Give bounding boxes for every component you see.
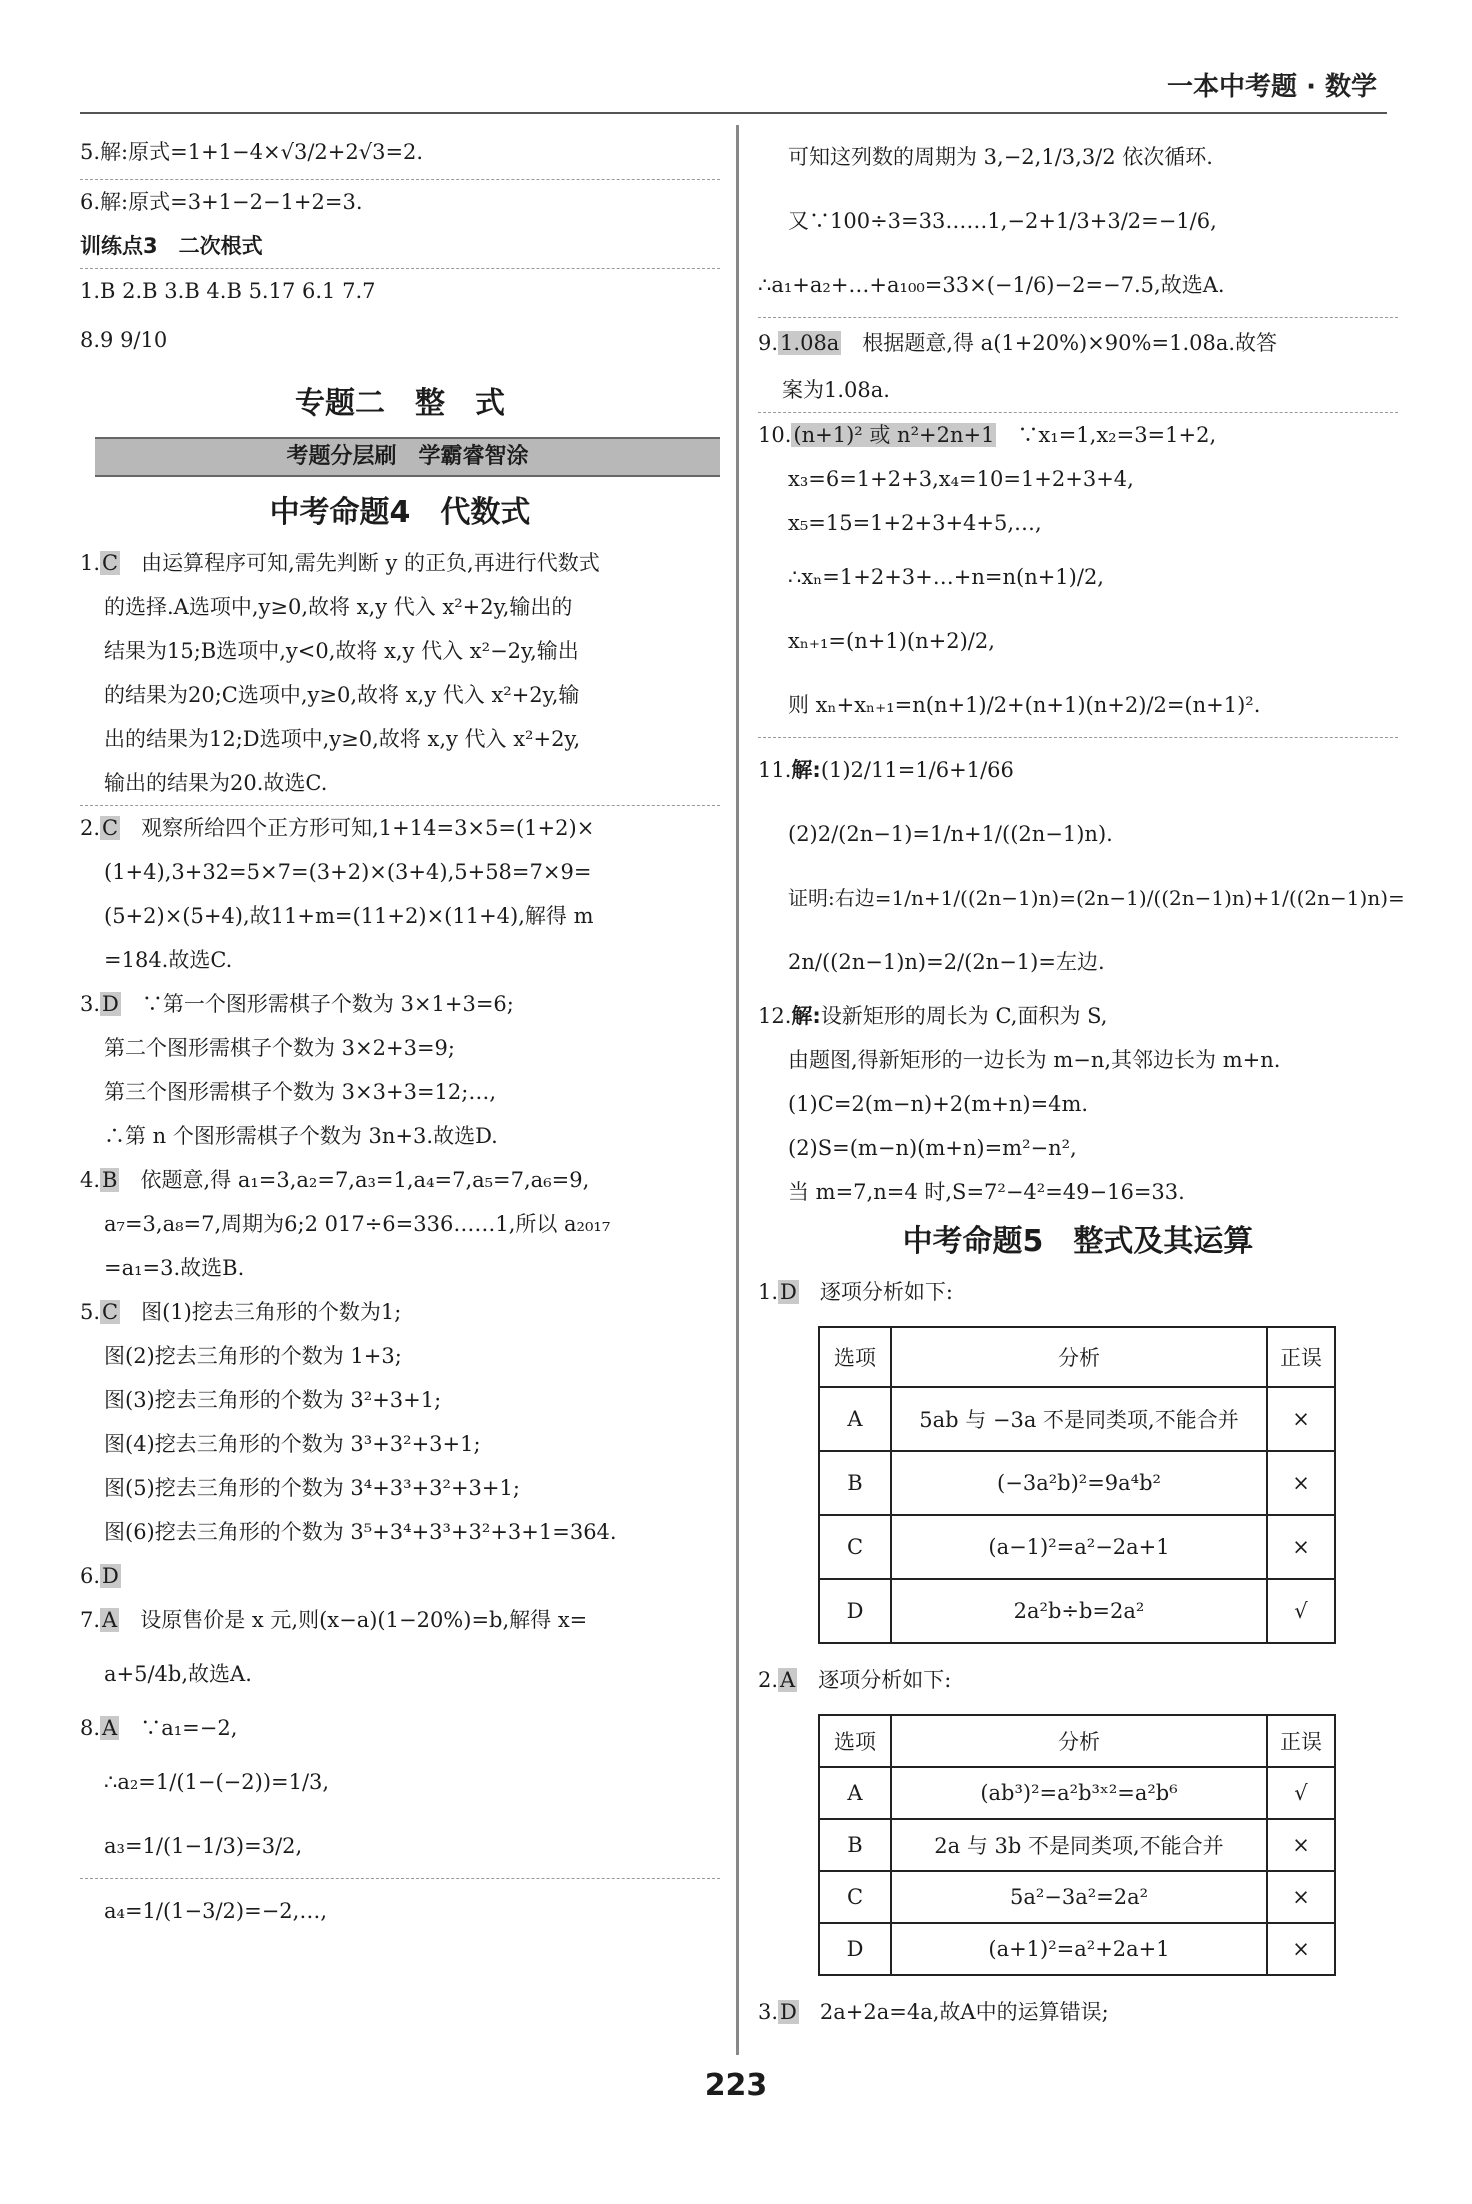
table-row [819,1387,1335,1451]
answer-choice: C [102,816,119,840]
answer-choice: D [102,992,119,1016]
answer-line: 可知这列数的周期为 3,−2,1/3,3/2 依次循环. [788,145,1213,169]
running-header: 一本中考题 · 数学 [1167,72,1377,102]
answer-line: 图(2)挖去三角形的个数为 1+3; [104,1344,402,1368]
answer-item [80,1554,720,1598]
answer-line: 图(6)挖去三角形的个数为 3⁵+3⁴+3³+3²+3+1=364. [104,1520,617,1544]
answer-choice: (n+1)² 或 n²+2n+1 [793,423,995,447]
answer-line: ∵第一个图形需棋子个数为 3×1+3=6; [141,992,514,1016]
table-cell: × [1267,1819,1335,1871]
sub-heading: 训练点3 二次根式 [80,234,263,258]
answer-line: ∵a₁=−2, [140,1716,238,1740]
analysis-table [818,1326,1336,1644]
answer-line: =a₁=3.故选B. [104,1256,245,1280]
section-title: 中考命题4 代数式 [269,495,531,530]
answer-line: 设原售价是 x 元,则(x−a)(1−20%)=b,解得 x= [140,1608,588,1632]
answer-line: ∵x₁=1,x₂=3=1+2, [1017,423,1217,447]
header-rule [80,112,1387,114]
table-cell: × [1267,1871,1335,1923]
answer-item [758,1270,1398,1314]
answer-choice: 1.08a [780,331,840,355]
table-cell: A [819,1387,891,1451]
answer-item [80,1598,720,1642]
answer-line: 当 m=7,n=4 时,S=7²−4²=49−16=33. [788,1180,1185,1204]
table-row [819,1819,1335,1871]
answer-line: 又∵100÷3=33……1,−2+1/3+3/2=−1/6, [788,209,1217,233]
answer-line: 2a+2a=4a,故A中的运算错误; [819,2000,1109,2024]
answer-line: 1.B 2.B 3.B 4.B 5.17 6.1 7.7 [80,279,376,303]
answer-line: 案为1.08a. [782,378,890,402]
item-number: 2. [80,816,101,840]
answer-line: 结果为15;B选项中,y<0,故将 x,y 代入 x²−2y,输出 [104,639,579,663]
table-cell: D [819,1923,891,1975]
answer-line: x₃=6=1+2+3,x₄=10=1+2+3+4, [788,467,1134,491]
table-cell: 2a 与 3b 不是同类项,不能合并 [891,1819,1267,1871]
answer-line: xₙ₊₁=(n+1)(n+2)/2, [788,629,995,653]
answer-line: 根据题意,得 a(1+20%)×90%=1.08a.故答 [862,331,1278,355]
answer-line: ∴xₙ=1+2+3+…+n=n(n+1)/2, [788,565,1104,589]
table-cell: √ [1267,1767,1335,1819]
table-cell: C [819,1515,891,1579]
item-number: 7. [80,1608,101,1632]
answer-line: 图(4)挖去三角形的个数为 3³+3²+3+1; [104,1432,481,1456]
table-cell: √ [1267,1579,1335,1643]
answer-choice: B [102,1168,118,1192]
answer-choice: A [102,1608,118,1632]
answer-choice: C [102,1300,119,1324]
table-row [819,1579,1335,1643]
table-header: 选项 [819,1715,891,1767]
answer-line: 2n/((2n−1)n)=2/(2n−1)=左边. [788,950,1105,974]
table-cell: (−3a²b)²=9a⁴b² [891,1451,1267,1515]
answer-line: 5.解:原式=1+1−4×√3/2+2√3=2. [80,140,424,164]
answer-item [80,1706,720,1750]
answer-line: a₃=1/(1−1/3)=3/2, [104,1834,303,1858]
answer-line: 输出的结果为20.故选C. [104,771,328,795]
table-cell: (ab³)²=a²b³ˣ²=a²b⁶ [891,1767,1267,1819]
item-number: 3. [80,992,101,1016]
answer-item [80,1290,720,1334]
answer-choice: A [102,1716,118,1740]
table-header: 正误 [1267,1327,1335,1387]
item-number: 1. [80,551,101,575]
item-number: 10. [758,423,792,447]
item-number: 6. [80,1564,101,1588]
answer-item [80,1158,720,1202]
answer-choice: D [780,2000,797,2024]
answer-line: ∴a₂=1/(1−(−2))=1/3, [104,1770,330,1794]
answer-item [80,806,720,850]
table-row [819,1515,1335,1579]
table-cell: 5ab 与 −3a 不是同类项,不能合并 [891,1387,1267,1451]
answer-line: 设新矩形的周长为 C,面积为 S, [820,1004,1108,1028]
table-header: 正误 [1267,1715,1335,1767]
table-cell: (a−1)²=a²−2a+1 [891,1515,1267,1579]
table-cell: × [1267,1387,1335,1451]
item-number: 1. [758,1280,779,1304]
answer-line: 逐项分析如下: [818,1668,952,1692]
item-number: 3. [758,2000,779,2024]
answer-line: 第三个图形需棋子个数为 3×3+3=12;…, [104,1080,497,1104]
section-title: 中考命题5 整式及其运算 [902,1224,1254,1259]
answer-line: a₄=1/(1−3/2)=−2,…, [104,1899,328,1923]
answer-line: 的选择.A选项中,y≥0,故将 x,y 代入 x²+2y,输出的 [104,595,573,619]
item-number: 4. [80,1168,101,1192]
answer-line: 的结果为20;C选项中,y≥0,故将 x,y 代入 x²+2y,输 [104,683,580,707]
table-cell: × [1267,1451,1335,1515]
answer-line: 图(1)挖去三角形的个数为1; [141,1300,402,1324]
answer-line: 第二个图形需棋子个数为 3×2+3=9; [104,1036,455,1060]
table-cell: B [819,1451,891,1515]
table-row [819,1871,1335,1923]
table-cell: A [819,1767,891,1819]
answer-line: 图(3)挖去三角形的个数为 3²+3+1; [104,1388,442,1412]
answer-line: ∴a₁+a₂+…+a₁₀₀=33×(−1/6)−2=−7.5,故选A. [758,273,1225,297]
answer-choice: D [780,1280,797,1304]
table-cell: (a+1)²=a²+2a+1 [891,1923,1267,1975]
answer-line: ∴第 n 个图形需棋子个数为 3n+3.故选D. [104,1124,498,1148]
table-cell: × [1267,1923,1335,1975]
answer-line: 由题图,得新矩形的一边长为 m−n,其邻边长为 m+n. [788,1048,1281,1072]
answer-item [758,738,1398,802]
item-number: 12. [758,1004,792,1028]
answer-line: (1+4),3+32=5×7=(3+2)×(3+4),5+58=7×9= [104,860,592,884]
answer-line: 逐项分析如下: [819,1280,953,1304]
table-row [819,1451,1335,1515]
solution-label: 解: [791,758,821,782]
solution-label: 解: [791,1004,821,1028]
table-cell: D [819,1579,891,1643]
column-divider [736,125,739,2055]
answer-line: a₇=3,a₈=7,周期为6;2 017÷6=336……1,所以 a₂₀₁₇ [104,1212,611,1236]
answer-item [758,1990,1398,2034]
table-row [819,1767,1335,1819]
answer-item [80,982,720,1026]
table-cell: 2a²b÷b=2a² [891,1579,1267,1643]
table-header-row [819,1327,1335,1387]
answer-line: 观察所给四个正方形可知,1+14=3×5=(1+2)× [141,816,595,840]
table-row [819,1923,1335,1975]
table-cell: C [819,1871,891,1923]
answer-line: (1)C=2(m−n)+2(m+n)=4m. [788,1092,1089,1116]
answer-line: a+5/4b,故选A. [104,1662,252,1686]
answer-line: 则 xₙ+xₙ₊₁=n(n+1)/2+(n+1)(n+2)/2=(n+1)². [788,693,1261,717]
answer-line: (5+2)×(5+4),故11+m=(11+2)×(11+4),解得 m [104,904,594,928]
table-header: 选项 [819,1327,891,1387]
item-number: 9. [758,331,779,355]
answer-line: 出的结果为12;D选项中,y≥0,故将 x,y 代入 x²+2y, [104,727,581,751]
answer-choice: D [102,1564,119,1588]
item-number: 5. [80,1300,101,1324]
table-header: 分析 [891,1715,1267,1767]
answer-choice: A [780,1668,796,1692]
answer-line: 8.9 9/10 [80,328,168,352]
answer-line: x₅=15=1+2+3+4+5,…, [788,511,1042,535]
table-header: 分析 [891,1327,1267,1387]
chapter-title: 专题二 整 式 [295,386,505,421]
table-cell: × [1267,1515,1335,1579]
page-number: 223 [704,2068,768,2103]
table-cell: B [819,1819,891,1871]
answer-line: =184.故选C. [104,948,233,972]
item-number: 11. [758,758,792,782]
item-number: 2. [758,1668,779,1692]
answer-line: (2)S=(m−n)(m+n)=m²−n², [788,1136,1077,1160]
answer-item [758,994,1398,1038]
answer-item [758,1658,1398,1702]
answer-item [758,318,1398,368]
table-header-row [819,1715,1335,1767]
answer-item [758,413,1398,457]
left-column [80,125,720,1943]
answer-line: (2)2/(2n−1)=1/n+1/((2n−1)n). [788,822,1113,846]
answer-line: 由运算程序可知,需先判断 y 的正负,再进行代数式 [141,551,600,575]
banner: 考题分层刷 学霸睿智涂 [95,437,720,477]
answer-item [80,541,720,585]
answer-line: 图(5)挖去三角形的个数为 3⁴+3³+3²+3+1; [104,1476,520,1500]
analysis-table [818,1714,1336,1976]
answer-line: 依题意,得 a₁=3,a₂=7,a₃=1,a₄=7,a₅=7,a₆=9, [140,1168,590,1192]
answer-choice: C [102,551,119,575]
answer-line: 6.解:原式=3+1−2−1+2=3. [80,190,363,214]
answer-line: (1)2/11=1/6+1/66 [820,758,1014,782]
right-column [758,125,1405,2034]
answer-line: 证明:右边=1/n+1/((2n−1)n)=(2n−1)/((2n−1)n)+1/((2n−1)n)= [788,886,1405,910]
item-number: 8. [80,1716,101,1740]
table-cell: 5a²−3a²=2a² [891,1871,1267,1923]
